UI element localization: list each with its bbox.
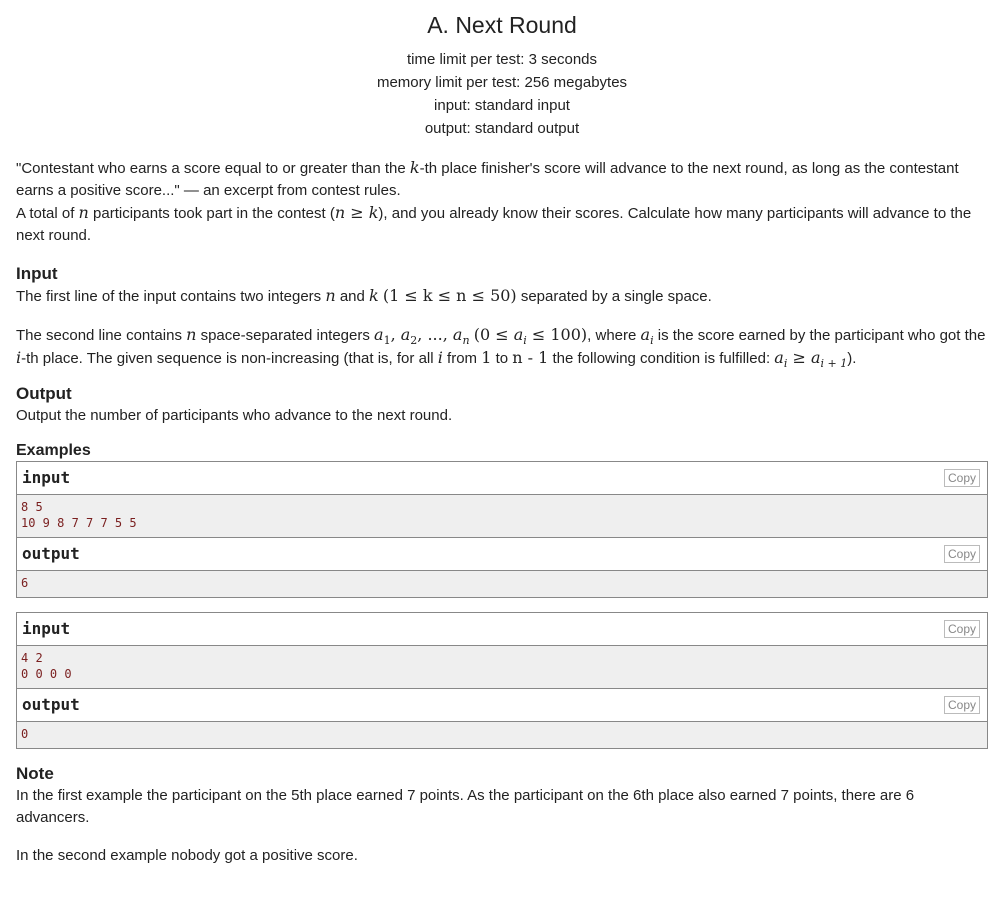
sample-test-2 <box>16 612 988 749</box>
sample-input-line: 10 9 8 7 7 7 5 5 <box>21 516 137 530</box>
note-title: Note <box>16 764 54 783</box>
legend-paragraph-2: A total of n participants took part in the contest (n ≥ k), and you already know their scores. Calculate how many participants will advance to the next round. <box>16 203 972 244</box>
sample-tests <box>16 441 988 749</box>
sample-test-1 <box>16 461 988 598</box>
sample-output-header <box>17 538 987 571</box>
legend <box>16 157 988 247</box>
sample-input-header <box>17 462 987 495</box>
output-file: output: standard output <box>424 120 580 137</box>
output-specification <box>16 383 988 427</box>
output-section-title: Output <box>16 384 72 403</box>
input-paragraph-1: The first line of the input contains two integers n and k (1 ≤ k ≤ n ≤ 50) separated by a single space. <box>16 286 712 305</box>
copy-output-button[interactable]: Copy <box>944 696 980 714</box>
input-file: input: standard input <box>434 97 570 114</box>
copy-output-button[interactable]: Copy <box>944 545 980 563</box>
sample-input-content <box>17 495 987 538</box>
sample-output-label: output <box>22 695 80 714</box>
copy-input-button[interactable]: Copy <box>944 620 980 638</box>
problem-header <box>16 0 988 140</box>
time-limit: time limit per test: 3 seconds <box>406 51 598 68</box>
output-text: Output the number of participants who advance to the next round. <box>16 407 453 424</box>
sample-output-content <box>17 722 987 748</box>
examples-title: Examples <box>16 442 91 459</box>
sample-output-label: output <box>22 544 80 563</box>
note-paragraph-1: In the first example the participant on the 5th place earned 7 points. As the participant on the 6th place also earned 7 points, there are 6 advancers. <box>16 787 915 826</box>
copy-input-button[interactable]: Copy <box>944 469 980 487</box>
problem-statement <box>16 0 988 867</box>
sample-input-line: 4 2 <box>21 651 43 665</box>
sample-output-content <box>17 571 987 597</box>
sample-output-header <box>17 689 987 722</box>
note-section <box>16 763 988 867</box>
input-section-title: Input <box>16 264 58 283</box>
input-specification <box>16 263 988 370</box>
problem-title: A. Next Round <box>427 12 577 38</box>
memory-limit: memory limit per test: 256 megabytes <box>376 74 628 91</box>
note-paragraph-2: In the second example nobody got a positive score. <box>16 847 358 864</box>
sample-input-line: 8 5 <box>21 500 43 514</box>
legend-paragraph-1: "Contestant who earns a score equal to or greater than the k-th place finisher's score will advance to the next round, as long as the contestant earns a positive score..." — an excerpt from contest rules. <box>16 158 959 199</box>
sample-input-label: input <box>22 468 71 487</box>
sample-input-label: input <box>22 619 71 638</box>
sample-input-line: 0 0 0 0 <box>21 667 72 681</box>
sample-input-header <box>17 613 987 646</box>
sample-input-content <box>17 646 987 689</box>
sample-output-line: 0 <box>21 727 29 741</box>
sample-output-line: 6 <box>21 576 29 590</box>
input-paragraph-2: The second line contains n space-separated integers $a_1$, $a_2$, ..., $a_n$ $(0 \le a_i \le 100)$, where $a_i$ is the score earned by the participant who got the i-th place. The given sequence is non-increasing (that is, for all i from 1 to n - 1 the following condition is fulfilled: $a_i \ge a_{i + 1}$). <box>16 325 986 370</box>
